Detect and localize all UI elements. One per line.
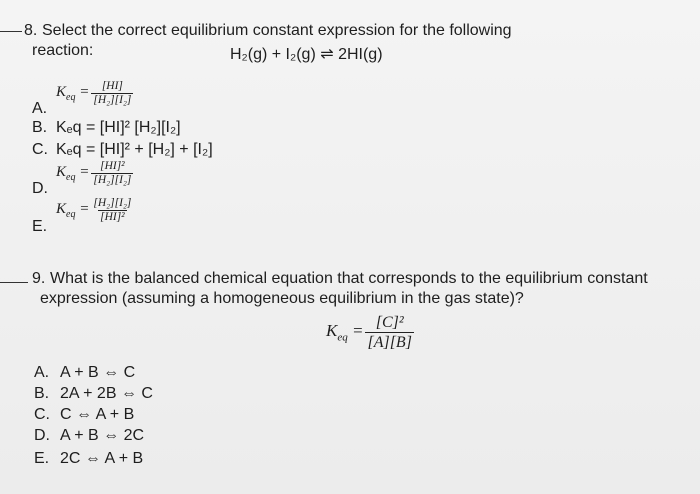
q9-option-e-text: 2C ⇔ A + B <box>60 450 144 467</box>
q9-prompt-line2: expression (assuming a homogeneous equilibrium in the gas state)? <box>40 290 524 307</box>
q8-option-e-expression: $K_{eq}$ = $\frac{\text{[H₂][I₂]}}{\text{[HI]²}}$ <box>56 197 132 223</box>
q9-option-a-text: A + B ⇔ C <box>60 364 136 381</box>
q9-option-d-text: A + B ⇔ 2C <box>60 427 145 444</box>
q9-option-b-text: 2A + 2B ⇔ C <box>60 385 153 402</box>
q9-option-e-letter[interactable]: E. <box>34 450 50 467</box>
answer-blank-q9[interactable] <box>0 282 28 283</box>
q8-option-b-letter[interactable]: B. <box>32 119 48 136</box>
q9-option-d-letter[interactable]: D. <box>34 427 50 444</box>
q9-keq-numerator: [C]² <box>375 314 404 331</box>
q8-reaction: H₂(g) + I₂(g) ⇌ 2HI(g) <box>230 46 383 63</box>
q8-option-d-denominator: [H₂][I₂] <box>93 174 132 186</box>
q8-option-e-denominator: [HI]² <box>100 211 125 223</box>
q9-number: 9. <box>32 270 46 287</box>
q9-option-c-text: C ⇔ A + B <box>60 406 135 423</box>
q8-option-c-letter[interactable]: C. <box>32 141 48 158</box>
q9-keq-expression: $K_{eq}$ = $\frac{\text{[C]²}}{[A][B]}$ <box>326 314 412 351</box>
q9-prompt-line1: What is the balanced chemical equation that corresponds to the equilibrium constant <box>50 270 648 287</box>
q8-option-a-numerator: [HI] <box>101 80 123 92</box>
q8-option-a-letter[interactable]: A. <box>32 100 48 117</box>
answer-blank-q8[interactable] <box>0 31 22 32</box>
q8-number: 8. <box>24 22 38 39</box>
q9-option-a-letter[interactable]: A. <box>34 364 50 381</box>
q8-option-d-letter[interactable]: D. <box>32 180 48 197</box>
q8-option-d-numerator: [HI]² <box>100 160 125 172</box>
q8-option-a-denominator: [H₂][I₂] <box>93 94 132 106</box>
q8-prompt-line2: reaction: <box>32 42 94 59</box>
q9-option-b-letter[interactable]: B. <box>34 385 50 402</box>
q9-keq-denominator: [A][B] <box>367 334 412 351</box>
q8-option-b-expression: Kₑq = [HI]² [H₂][I₂] <box>56 119 181 136</box>
q9-option-c-letter[interactable]: C. <box>34 406 50 423</box>
q8-option-e-letter[interactable]: E. <box>32 218 48 235</box>
q8-prompt-line1: Select the correct equilibrium constant expression for the following <box>42 22 512 39</box>
q8-option-a-expression: $K_{eq}$ = $\frac{[HI]}{\text{[H₂][I₂]}}$ <box>56 80 132 106</box>
q8-option-d-expression: $K_{eq}$ = $\frac{\text{[HI]²}}{\text{[H₂][I₂]}}$ <box>56 160 132 186</box>
q8-option-c-expression: Kₑq = [HI]² + [H₂] + [I₂] <box>56 141 213 158</box>
q8-option-e-numerator: [H₂][I₂] <box>93 197 132 209</box>
